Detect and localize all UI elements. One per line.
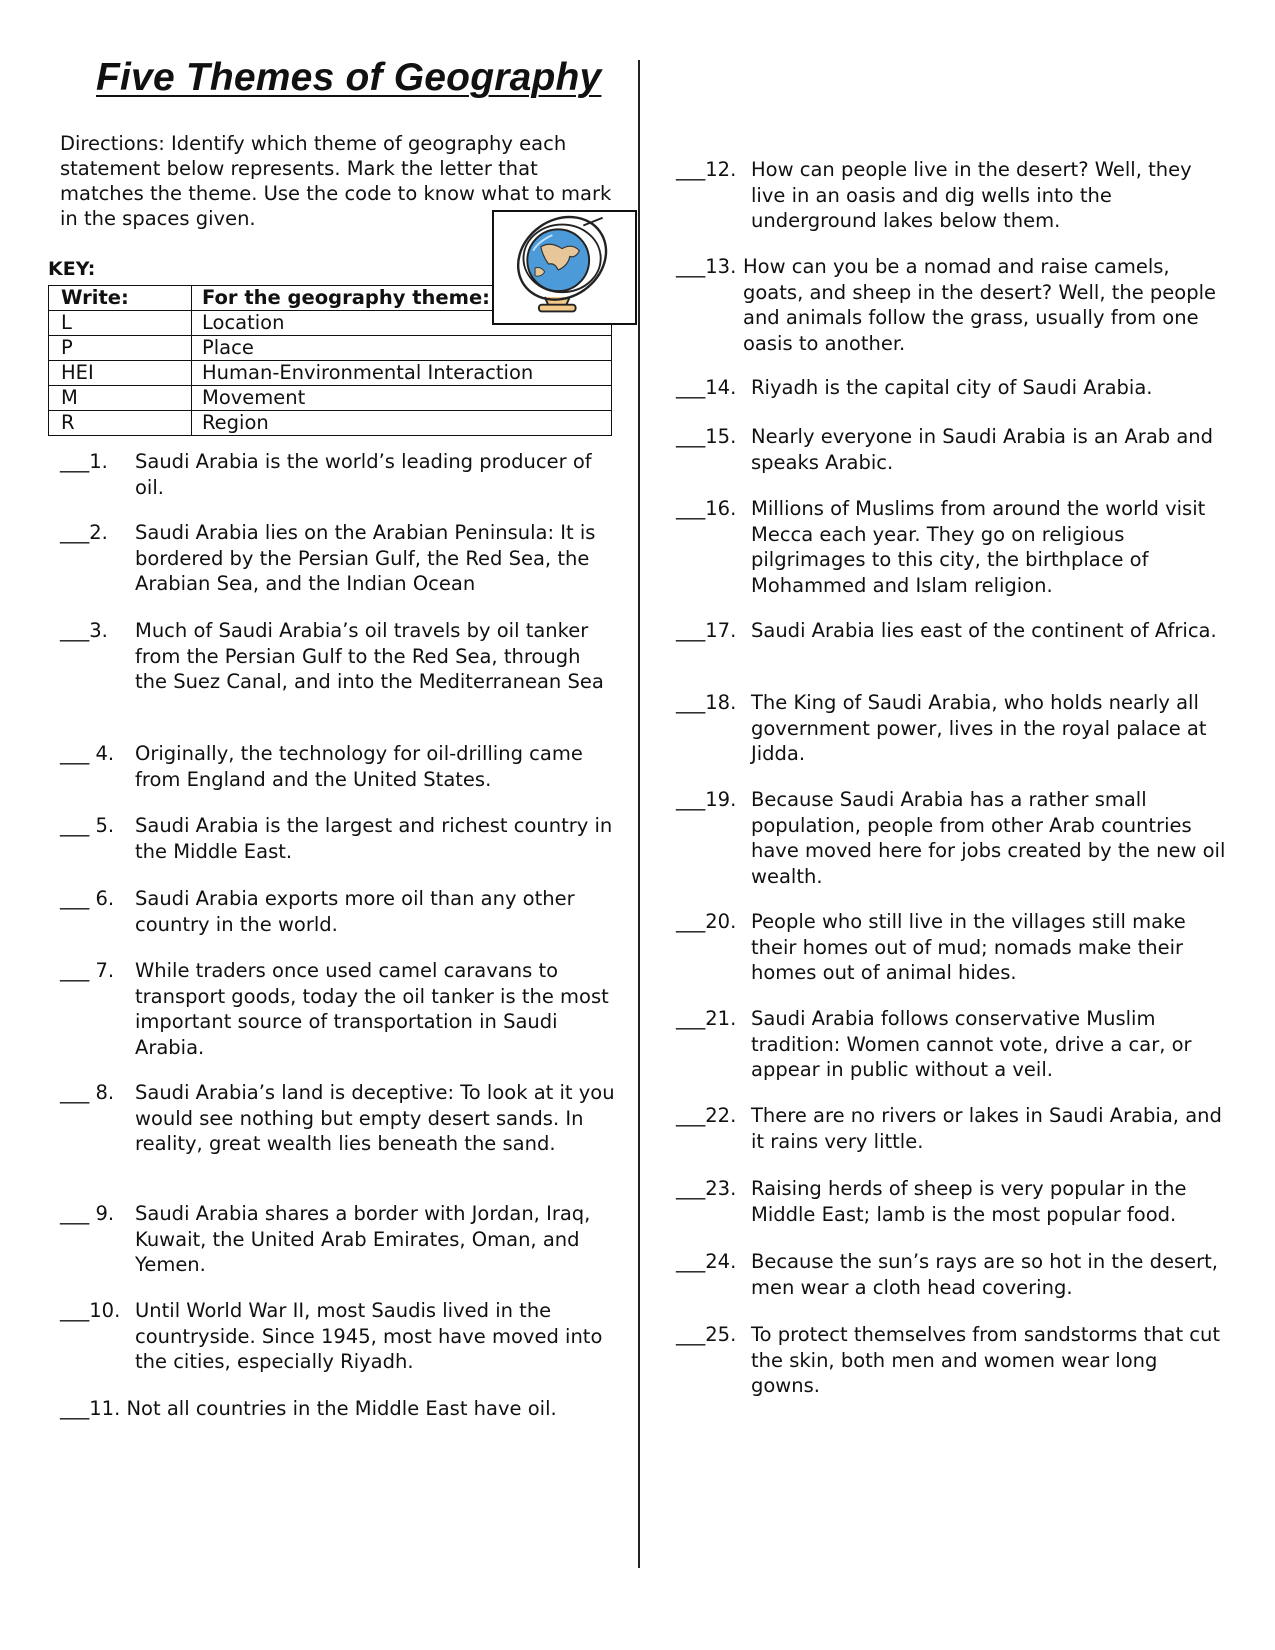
answer-blank: ___18. xyxy=(676,691,737,714)
question-text: Originally, the technology for oil-drilling came from England and the United States. xyxy=(135,742,583,791)
answer-blank: ___20. xyxy=(676,910,737,933)
key-theme: Place xyxy=(192,336,612,361)
answer-blank: ___1. xyxy=(60,450,108,473)
key-row xyxy=(49,336,612,361)
page-title: Five Themes of Geography xyxy=(96,56,602,99)
answer-blank: ___10. xyxy=(60,1299,121,1322)
question-text: How can you be a nomad and raise camels, goats, and sheep in the desert? Well, the people and animals follow the grass, usually from one oasis to another. xyxy=(743,255,1217,355)
key-theme: Human-Environmental Interaction xyxy=(192,361,612,386)
question-text: To protect themselves from sandstorms that cut the skin, both men and women wear long gowns. xyxy=(751,1323,1221,1397)
answer-blank: ___ 5. xyxy=(60,814,115,837)
key-row xyxy=(49,411,612,436)
key-theme: Location xyxy=(192,311,612,336)
question-text: Saudi Arabia is the largest and richest country in the Middle East. xyxy=(135,814,613,863)
answer-blank: ___25. xyxy=(676,1323,737,1346)
answer-blank: ___15. xyxy=(676,425,737,448)
column-divider xyxy=(638,60,640,1568)
question-text: Raising herds of sheep is very popular in the Middle East; lamb is the most popular food. xyxy=(751,1177,1187,1226)
answer-blank: ___21. xyxy=(676,1007,737,1030)
question-text: While traders once used camel caravans to transport goods, today the oil tanker is the most important source of transportation in Saudi Arabia. xyxy=(135,959,609,1059)
answer-blank: ___19. xyxy=(676,788,737,811)
question-11 xyxy=(60,1396,620,1422)
answer-blank: ___ 4. xyxy=(60,742,115,765)
question-text: Saudi Arabia follows conservative Muslim tradition: Women cannot vote, drive a car, or appear in public without a veil. xyxy=(751,1007,1192,1081)
question-text: Saudi Arabia lies east of the continent of Africa. xyxy=(751,619,1217,642)
question-text: Not all countries in the Middle East have oil. xyxy=(126,1397,557,1420)
directions-text: Directions: Identify which theme of geography each statement below represents. Mark the letter that matches the theme. Use the code to know what to mark in the spaces given. xyxy=(60,132,612,230)
question-text: Saudi Arabia lies on the Arabian Peninsula: It is bordered by the Persian Gulf, the Red Sea, the Arabian Sea, and the Indian Ocean xyxy=(135,521,596,595)
answer-blank: ___16. xyxy=(676,497,737,520)
key-code: M xyxy=(49,386,192,411)
question-text: Saudi Arabia exports more oil than any other country in the world. xyxy=(135,887,575,936)
globe-icon xyxy=(494,212,635,323)
answer-blank: ___ 8. xyxy=(60,1081,115,1104)
key-theme: Movement xyxy=(192,386,612,411)
question-text: Riyadh is the capital city of Saudi Arabia. xyxy=(751,376,1153,399)
question-text: People who still live in the villages still make their homes out of mud; nomads make their homes out of animal hides. xyxy=(751,910,1186,984)
answer-blank: ___11. xyxy=(60,1397,121,1420)
answer-blank: ___22. xyxy=(676,1104,737,1127)
key-row xyxy=(49,361,612,386)
key-theme: Region xyxy=(192,411,612,436)
key-code: R xyxy=(49,411,192,436)
question-text: The King of Saudi Arabia, who holds nearly all government power, lives in the royal palace at Jidda. xyxy=(751,691,1207,765)
question-text: Saudi Arabia is the world’s leading producer of oil. xyxy=(135,450,592,499)
answer-blank: ___24. xyxy=(676,1250,737,1273)
answer-blank: ___3. xyxy=(60,619,108,642)
question-text: Nearly everyone in Saudi Arabia is an Arab and speaks Arabic. xyxy=(751,425,1214,474)
question-text: Until World War II, most Saudis lived in the countryside. Since 1945, most have moved into the cities, especially Riyadh. xyxy=(135,1299,603,1373)
question-text: How can people live in the desert? Well, they live in an oasis and dig wells into the underground lakes below them. xyxy=(751,158,1192,232)
key-code: L xyxy=(49,311,192,336)
answer-blank: ___14. xyxy=(676,376,737,399)
question-text: Saudi Arabia’s land is deceptive: To look at it you would see nothing but empty desert sands. In reality, great wealth lies beneath the sand. xyxy=(135,1081,615,1155)
key-header-theme: For the geography theme: xyxy=(192,286,612,311)
answer-blank: ___17. xyxy=(676,619,737,642)
globe-clipart xyxy=(492,210,637,325)
question-text: Because Saudi Arabia has a rather small population, people from other Arab countries have moved here for jobs created by the new oil wealth. xyxy=(751,788,1226,888)
answer-blank: ___ 6. xyxy=(60,887,115,910)
question-text: Saudi Arabia shares a border with Jordan, Iraq, Kuwait, the United Arab Emirates, Oman, and Yemen. xyxy=(135,1202,591,1276)
key-row xyxy=(49,386,612,411)
key-label: KEY: xyxy=(48,258,96,280)
key-code: HEI xyxy=(49,361,192,386)
answer-blank: ___2. xyxy=(60,521,108,544)
answer-blank: ___12. xyxy=(676,158,737,181)
answer-blank: ___ 9. xyxy=(60,1202,115,1225)
key-code: P xyxy=(49,336,192,361)
answer-blank: ___ 7. xyxy=(60,959,115,982)
answer-blank: ___23. xyxy=(676,1177,737,1200)
question-text: Millions of Muslims from around the world visit Mecca each year. They go on religious pilgrimages to this city, the birthplace of Mohammed and Islam religion. xyxy=(751,497,1206,597)
answer-blank: ___13. xyxy=(676,255,737,278)
question-text: There are no rivers or lakes in Saudi Arabia, and it rains very little. xyxy=(751,1104,1222,1153)
question-text: Much of Saudi Arabia’s oil travels by oil tanker from the Persian Gulf to the Red Sea, through the Suez Canal, and into the Mediterranean Sea xyxy=(135,619,604,693)
key-header-write: Write: xyxy=(49,286,192,311)
question-text: Because the sun’s rays are so hot in the desert, men wear a cloth head covering. xyxy=(751,1250,1218,1299)
